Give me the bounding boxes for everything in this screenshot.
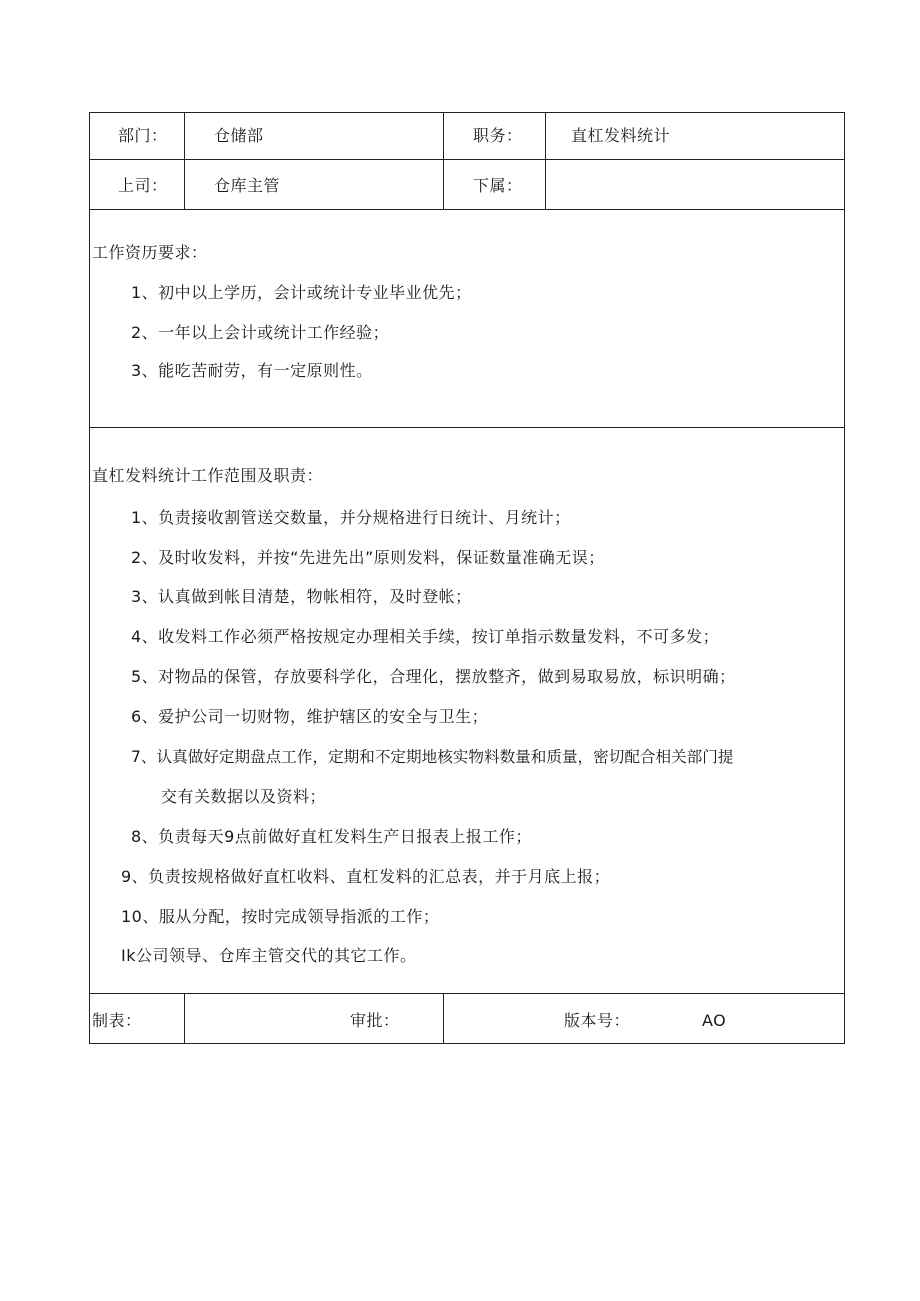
- version-label: 版本号：: [564, 1011, 631, 1030]
- superior-label: 上司：: [118, 176, 168, 195]
- duty-item: 7、认真做好定期盘点工作，定期和不定期地核实物料数量和质量，密切配合相关部门提: [131, 748, 734, 766]
- requirement-item: 3、能吃苦耐劳，有一定原则性。: [131, 361, 373, 380]
- department-value: 仓储部: [214, 126, 264, 145]
- duty-item: 9、负责按规格做好直杠收料、直杠发料的汇总表，并于月底上报；: [121, 867, 611, 886]
- duty-item: 1、负责接收割管送交数量，并分规格进行日统计、月统计；: [131, 508, 571, 527]
- approver-label: 审批：: [350, 1011, 400, 1030]
- requirement-item: 1、初中以上学历，会计或统计专业毕业优先；: [131, 283, 472, 302]
- col-divider-1: [184, 112, 185, 209]
- duty-item: 4、收发料工作必须严格按规定办理相关手续，按订单指示数量发料，不可多发；: [131, 627, 720, 646]
- requirements-title: 工作资历要求：: [92, 243, 208, 262]
- position-label: 职务：: [473, 126, 523, 145]
- maker-label: 制表：: [92, 1011, 142, 1030]
- requirement-item: 2、一年以上会计或统计工作经验；: [131, 323, 390, 342]
- subordinate-label: 下属：: [473, 176, 523, 195]
- duty-item: 6、爱护公司一切财物，维护辖区的安全与卫生；: [131, 707, 489, 726]
- row-divider-2: [89, 209, 845, 210]
- row-divider-1: [89, 159, 845, 160]
- duty-item: Ik公司领导、仓库主管交代的其它工作。: [121, 946, 417, 965]
- row-divider-4: [89, 993, 845, 994]
- version-value: AO: [702, 1011, 727, 1030]
- duty-item: 10、服从分配，按时完成领导指派的工作；: [121, 907, 440, 926]
- duty-item: 3、认真做到帐目清楚，物帐相符，及时登帐；: [131, 587, 472, 606]
- department-label: 部门：: [118, 126, 168, 145]
- duties-title: 直杠发料统计工作范围及职责：: [92, 466, 324, 485]
- duty-item: 8、负责每天9点前做好直杠发料生产日报表上报工作；: [131, 827, 532, 846]
- row-divider-3: [89, 427, 845, 428]
- col-divider-3: [545, 112, 546, 209]
- footer-col-divider-1: [184, 993, 185, 1044]
- duty-item: 2、及时收发料，并按“先进先出”原则发料，保证数量准确无误；: [131, 548, 605, 567]
- col-divider-2: [443, 112, 444, 209]
- footer-col-divider-2: [443, 993, 444, 1044]
- position-value: 直杠发料统计: [571, 126, 671, 145]
- duty-item-continuation: 交有关数据以及资料；: [161, 787, 327, 806]
- duty-item: 5、对物品的保管，存放要科学化，合理化，摆放整齐，做到易取易放，标识明确；: [131, 667, 736, 686]
- superior-value: 仓库主管: [214, 176, 281, 195]
